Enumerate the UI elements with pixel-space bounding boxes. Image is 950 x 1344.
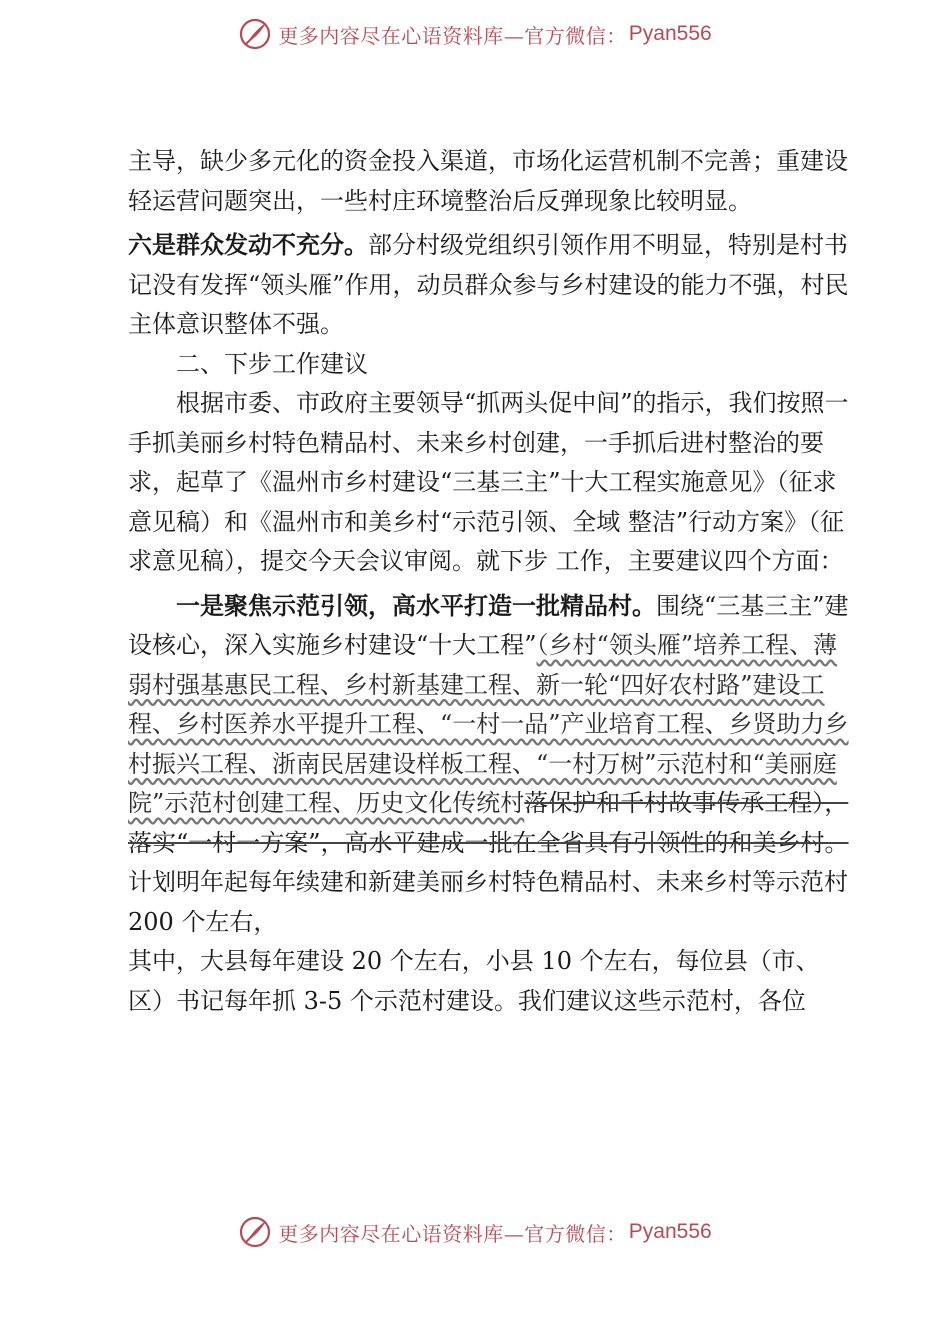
tracked-deletion: 落保护和千村故事传承工程），落实“一村一方案”，高水平建成一批在全省具有引领性的和美乡村。 bbox=[128, 789, 849, 857]
paragraph-5: 其中，大县每年建设 20 个左右，小县 10 个左右，每位县（市、区）书记每年抓 3-5 个示范村建设。我们建议这些示范村，各位 bbox=[128, 947, 820, 1015]
banner-wechat-id: Pyan556 bbox=[628, 22, 712, 45]
feather-pen-logo-icon bbox=[238, 17, 272, 51]
paragraph-4 bbox=[128, 587, 852, 943]
paragraph-3: 根据市委、市政府主要领导“抓两头促中间”的指示，我们按照一手抓美丽乡村特色精品村、未来乡村创建，一手抓后进村整治的要求，起草了《温州市乡村建设“三基三主”十大工程实施意见》（征求意见稿）和《温州市和美乡村“示范引领、全域 整洁”行动方案》（征求意见稿），提交今天会议审阅。就下步 工作，主要建议四个方面： bbox=[128, 389, 849, 575]
header-watermark-banner bbox=[0, 14, 950, 54]
banner-wechat-id: Pyan556 bbox=[628, 1220, 712, 1243]
paragraph-1: 主导，缺少多元化的资金投入渠道，市场化运营机制不完善；重建设轻运营问题突出，一些村庄环境整治后反弹现象比较明显。 bbox=[128, 147, 848, 215]
section-heading: 二、下步工作建议 bbox=[176, 349, 368, 378]
tracked-insertion: （乡村“领头雁”培养工程、薄弱村强基惠民工程、乡村新基建工程、新一轮“四好农村路”建设工程、乡村医养水平提升工程、“一村一品”产业培育工程、乡贤助力乡村振兴工程、浙南民居建设样板工程、“一村万树”示范村和“美丽庭院”示范村创建工程、历史文化传统村 bbox=[128, 631, 849, 817]
paragraph-2 bbox=[128, 226, 852, 345]
footer-watermark-banner bbox=[0, 1212, 950, 1252]
paragraph-2-text: 部分村级党组织引领作用不明显，特别是村书记没有发挥“领头雁”作用，动员群众参与乡村建设的能力不强，村民主体意识整体不强。 bbox=[128, 231, 849, 338]
banner-text: 更多内容尽在心语资料库—官方微信： bbox=[278, 1221, 627, 1246]
paragraph-4-heading: 一是聚焦示范引领，高水平打造一批精品村。 bbox=[176, 591, 656, 620]
paragraph-4-plan: 计划明年起每年续建和新建美丽乡村特色精品村、未来乡村等示范村 200 个左右， bbox=[128, 868, 848, 936]
document-body bbox=[128, 142, 852, 1021]
banner-text: 更多内容尽在心语资料库—官方微信： bbox=[278, 23, 627, 48]
paragraph-4-text: 围绕“三基三主”建设核心，深入实施乡村建设“十大工程” bbox=[128, 591, 849, 659]
paragraph-2-heading: 六是群众发动不充分。 bbox=[128, 231, 368, 259]
feather-pen-logo-icon bbox=[238, 1215, 272, 1249]
